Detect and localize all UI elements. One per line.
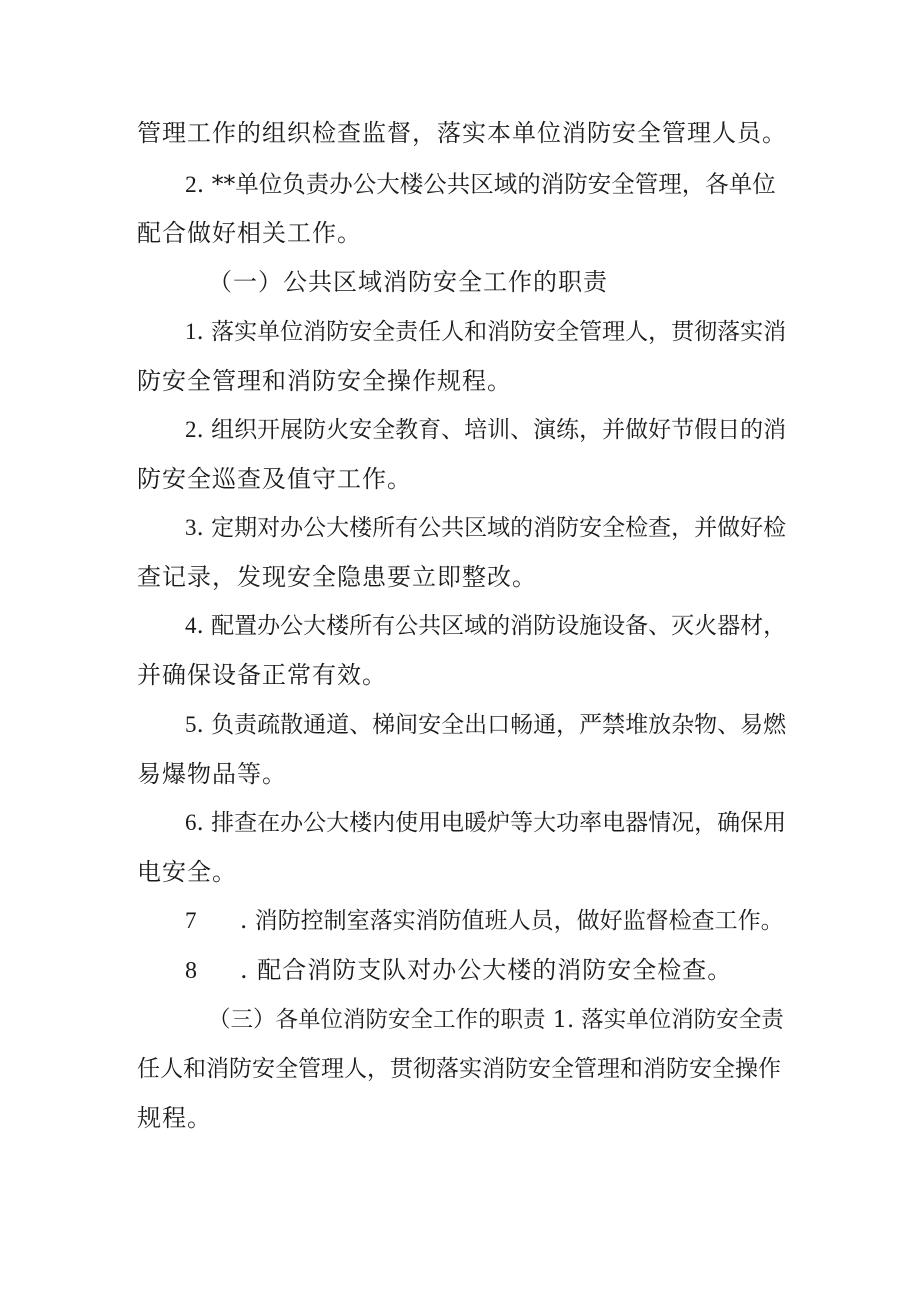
item-number: 8: [185, 958, 198, 984]
list-item: [185, 954, 732, 987]
item-number: 4: [185, 613, 197, 638]
item-number: 7: [185, 908, 197, 933]
list-item: [185, 807, 786, 839]
line-text: 电安全。: [137, 858, 237, 886]
text-line: [137, 561, 537, 593]
item-text: . 配合消防支队对办公大楼的消防安全检查。: [240, 956, 733, 984]
list-item: [185, 512, 786, 544]
line-text: 并确保设备正常有效。: [137, 661, 387, 689]
list-item: [185, 316, 786, 348]
item-text: . 定期对办公大楼所有公共区域的消防安全检查，并做好检: [196, 515, 787, 541]
line-text: 易爆物品等。: [137, 760, 287, 788]
item-number: 6: [185, 810, 197, 835]
list-item: [185, 905, 784, 937]
text-line: [137, 856, 237, 888]
item-number: 2: [185, 417, 197, 442]
text-line: [137, 659, 387, 691]
line-text: 查记录，发现安全隐患要立即整改。: [137, 563, 537, 591]
item-text: . 落实单位消防安全责任人和消防安全管理人，贯彻落实消: [196, 319, 787, 345]
section-heading: [208, 1004, 784, 1036]
item-text: . 负责疏散通道、梯间安全出口畅通，严禁堆放杂物、易燃: [196, 712, 787, 738]
list-item: [185, 610, 786, 642]
line-text: 管理工作的组织检查监督，落实本单位消防安全管理人员。: [137, 119, 787, 147]
item-text: . 组织开展防火安全教育、培训、演练，并做好节假日的消: [196, 417, 787, 443]
text-line: [137, 463, 412, 495]
line-text: 防安全巡查及值守工作。: [137, 465, 412, 493]
text-line: [137, 217, 362, 249]
line-text: 规程。: [137, 1104, 212, 1132]
list-item: [185, 168, 776, 201]
heading-text: （三）各单位消防安全工作的职责 1. 落实单位消防安全责: [208, 1007, 784, 1033]
item-text: . 配置办公大楼所有公共区域的消防设施设备、灭火器材，: [196, 613, 787, 639]
item-number: 3: [185, 515, 197, 540]
line-text: 防安全管理和消防安全操作规程。: [137, 367, 512, 395]
line-text: 任人和消防安全管理人，贯彻落实消防安全管理和消防安全操作: [137, 1056, 781, 1082]
text-line: [137, 758, 287, 790]
text-line: [137, 365, 512, 397]
section-heading: [208, 266, 608, 298]
item-number: 1: [185, 319, 197, 344]
text-line: [137, 1102, 212, 1134]
text-line: [137, 1053, 781, 1085]
text-line: [137, 117, 787, 149]
item-text: . **单位负责办公大楼公共区域的消防安全管理，各单位: [196, 170, 776, 198]
item-text: . 消防控制室落实消防值班人员，做好监督检查工作。: [240, 908, 784, 934]
line-text: 配合做好相关工作。: [137, 219, 362, 247]
item-number: 2: [185, 172, 197, 198]
list-item: [185, 709, 786, 741]
item-number: 5: [185, 712, 197, 737]
item-text: . 排查在办公大楼内使用电暖炉等大功率电器情况，确保用: [196, 810, 787, 836]
heading-text: （一）公共区域消防安全工作的职责: [208, 268, 608, 296]
list-item: [185, 414, 786, 446]
